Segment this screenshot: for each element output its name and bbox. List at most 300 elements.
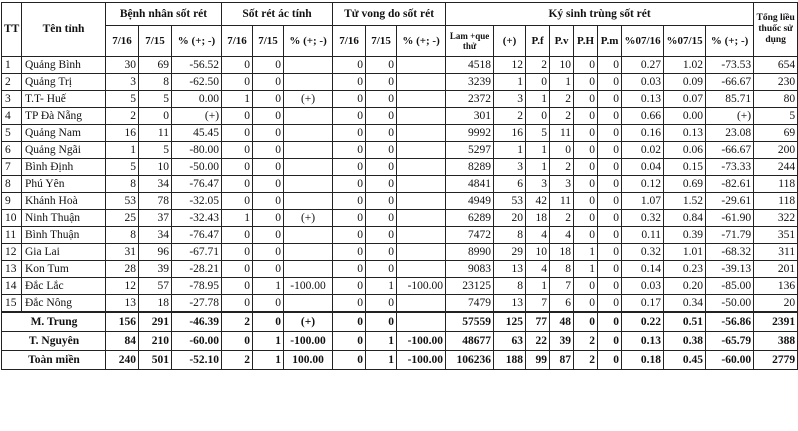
cell-tv716: 0	[333, 193, 366, 210]
cell-pv: 11	[550, 125, 574, 142]
cell-bn716: 30	[106, 57, 139, 74]
cell-ppct: -68.32	[706, 244, 754, 261]
cell-pv: 11	[550, 193, 574, 210]
province-name: Gia Lai	[22, 244, 106, 261]
cell-pos: 12	[494, 57, 526, 74]
cell-tv716: 0	[333, 210, 366, 227]
cell-pv: 6	[550, 295, 574, 313]
cell-ppct: -71.79	[706, 227, 754, 244]
header-tv-715: 7/15	[366, 26, 397, 57]
cell-bnpct: -50.00	[172, 159, 222, 176]
table-row	[2, 261, 798, 278]
cell-tv715: 0	[366, 261, 397, 278]
cell-tvpct	[397, 142, 446, 159]
cell-bn716: 5	[106, 159, 139, 176]
cell-sr716: 0	[222, 108, 253, 125]
cell-tv716: 0	[333, 351, 366, 370]
cell-tv715: 0	[366, 176, 397, 193]
cell-tvpct	[397, 210, 446, 227]
cell-srpct	[284, 142, 333, 159]
cell-bn715: 18	[139, 295, 172, 313]
header-severe: Sốt rét ác tính	[222, 3, 333, 26]
cell-ph: 0	[574, 142, 598, 159]
header-province: Tên tỉnh	[22, 3, 106, 57]
cell-pf: 1	[526, 278, 550, 295]
cell-drug: 2391	[754, 312, 798, 332]
province-name: TP Đà Nẵng	[22, 108, 106, 125]
header-pct-0716: %07/16	[622, 26, 664, 57]
cell-bn715: 57	[139, 278, 172, 295]
cell-ppct: -85.00	[706, 278, 754, 295]
cell-tv716: 0	[333, 142, 366, 159]
cell-ppct: -73.53	[706, 57, 754, 74]
cell-pm: 0	[598, 74, 622, 91]
cell-tv715: 1	[366, 332, 397, 351]
cell-srpct	[284, 193, 333, 210]
cell-pf: 5	[526, 125, 550, 142]
cell-tv716: 0	[333, 278, 366, 295]
cell-pm: 0	[598, 278, 622, 295]
cell-tv716: 0	[333, 57, 366, 74]
cell-lam: 8289	[446, 159, 494, 176]
cell-p715: 0.23	[664, 261, 706, 278]
cell-drug: 322	[754, 210, 798, 227]
cell-srpct	[284, 295, 333, 313]
cell-tvpct: -100.00	[397, 278, 446, 295]
cell-p715: 1.52	[664, 193, 706, 210]
header-drug-usage: Tổng liều thuốc sử dụng	[754, 3, 798, 57]
row-number: 13	[2, 261, 22, 278]
header-bn-pct: % (+; -)	[172, 26, 222, 57]
cell-tvpct	[397, 91, 446, 108]
cell-bnpct: -27.78	[172, 295, 222, 313]
cell-bn716: 28	[106, 261, 139, 278]
table-row	[2, 278, 798, 295]
cell-sr716: 2	[222, 351, 253, 370]
cell-sr715: 0	[253, 244, 284, 261]
cell-srpct	[284, 159, 333, 176]
cell-pm: 0	[598, 159, 622, 176]
cell-lam: 4518	[446, 57, 494, 74]
cell-bn716: 8	[106, 227, 139, 244]
header-tv-pct: % (+; -)	[397, 26, 446, 57]
province-name: Quảng Ngãi	[22, 142, 106, 159]
cell-tv715: 0	[366, 244, 397, 261]
header-pv: P.v	[550, 26, 574, 57]
cell-lam: 8990	[446, 244, 494, 261]
cell-p716: 0.16	[622, 125, 664, 142]
cell-sr716: 0	[222, 176, 253, 193]
cell-sr715: 0	[253, 261, 284, 278]
cell-sr716: 0	[222, 227, 253, 244]
cell-p716: 0.11	[622, 227, 664, 244]
cell-bn715: 5	[139, 142, 172, 159]
cell-ph: 0	[574, 193, 598, 210]
cell-bnpct: -46.39	[172, 312, 222, 332]
cell-bn716: 53	[106, 193, 139, 210]
cell-p715: 0.15	[664, 159, 706, 176]
total-row	[2, 332, 798, 351]
cell-p716: 0.22	[622, 312, 664, 332]
cell-ppct: -39.13	[706, 261, 754, 278]
cell-tv715: 0	[366, 193, 397, 210]
row-number: 14	[2, 278, 22, 295]
cell-bn716: 2	[106, 108, 139, 125]
cell-pv: 39	[550, 332, 574, 351]
cell-sr716: 0	[222, 244, 253, 261]
cell-sr715: 1	[253, 332, 284, 351]
cell-pf: 99	[526, 351, 550, 370]
cell-tv716: 0	[333, 332, 366, 351]
cell-pos: 13	[494, 295, 526, 313]
table-row	[2, 108, 798, 125]
header-tv-716: 7/16	[333, 26, 366, 57]
cell-sr715: 0	[253, 159, 284, 176]
cell-bn716: 1	[106, 142, 139, 159]
province-name: Ninh Thuận	[22, 210, 106, 227]
row-number: 8	[2, 176, 22, 193]
cell-ppct: -66.67	[706, 142, 754, 159]
cell-tv716: 0	[333, 227, 366, 244]
cell-p715: 0.34	[664, 295, 706, 313]
cell-pf: 1	[526, 91, 550, 108]
cell-tv715: 0	[366, 57, 397, 74]
cell-bn716: 25	[106, 210, 139, 227]
cell-drug: 118	[754, 176, 798, 193]
cell-tvpct	[397, 193, 446, 210]
cell-sr715: 0	[253, 227, 284, 244]
cell-sr716: 0	[222, 57, 253, 74]
cell-tvpct	[397, 159, 446, 176]
header-pm: P.m	[598, 26, 622, 57]
cell-tvpct	[397, 74, 446, 91]
cell-sr715: 0	[253, 57, 284, 74]
cell-drug: 118	[754, 193, 798, 210]
cell-bn715: 210	[139, 332, 172, 351]
cell-p715: 0.07	[664, 91, 706, 108]
header-ph: P.H	[574, 26, 598, 57]
cell-srpct	[284, 261, 333, 278]
cell-tvpct	[397, 227, 446, 244]
cell-pm: 0	[598, 210, 622, 227]
cell-p715: 0.00	[664, 108, 706, 125]
cell-srpct: 100.00	[284, 351, 333, 370]
cell-sr715: 0	[253, 312, 284, 332]
cell-lam: 4949	[446, 193, 494, 210]
cell-pf: 18	[526, 210, 550, 227]
cell-p716: 0.03	[622, 74, 664, 91]
row-number: 4	[2, 108, 22, 125]
cell-sr715: 1	[253, 351, 284, 370]
table-row	[2, 295, 798, 313]
province-name: Quảng Nam	[22, 125, 106, 142]
cell-bnpct: -78.95	[172, 278, 222, 295]
cell-ph: 0	[574, 108, 598, 125]
table-row	[2, 125, 798, 142]
cell-pv: 2	[550, 91, 574, 108]
cell-bn716: 3	[106, 74, 139, 91]
cell-pf: 4	[526, 227, 550, 244]
province-name: T.T- Huế	[22, 91, 106, 108]
cell-bn715: 5	[139, 91, 172, 108]
cell-pv: 1	[550, 74, 574, 91]
header-pf: P.f	[526, 26, 550, 57]
cell-bn716: 5	[106, 91, 139, 108]
cell-pm: 0	[598, 108, 622, 125]
cell-pos: 1	[494, 142, 526, 159]
cell-p716: 0.13	[622, 91, 664, 108]
cell-pv: 87	[550, 351, 574, 370]
cell-drug: 200	[754, 142, 798, 159]
row-number: 15	[2, 295, 22, 313]
cell-p715: 0.69	[664, 176, 706, 193]
cell-drug: 244	[754, 159, 798, 176]
cell-tv715: 0	[366, 159, 397, 176]
cell-tv715: 0	[366, 227, 397, 244]
cell-sr716: 0	[222, 278, 253, 295]
cell-drug: 311	[754, 244, 798, 261]
cell-bnpct: -32.43	[172, 210, 222, 227]
province-name: Đắc Nông	[22, 295, 106, 313]
cell-ppct: -65.79	[706, 332, 754, 351]
cell-pm: 0	[598, 227, 622, 244]
cell-tv716: 0	[333, 91, 366, 108]
cell-pos: 3	[494, 159, 526, 176]
cell-pm: 0	[598, 142, 622, 159]
cell-sr715: 0	[253, 176, 284, 193]
province-name: Bình Thuận	[22, 227, 106, 244]
cell-ph: 0	[574, 295, 598, 313]
cell-bn716: 240	[106, 351, 139, 370]
cell-p716: 0.27	[622, 57, 664, 74]
cell-drug: 80	[754, 91, 798, 108]
cell-srpct	[284, 74, 333, 91]
row-number: 10	[2, 210, 22, 227]
cell-p715: 0.09	[664, 74, 706, 91]
cell-sr716: 0	[222, 74, 253, 91]
cell-lam: 4841	[446, 176, 494, 193]
cell-ppct: -61.90	[706, 210, 754, 227]
row-number: 7	[2, 159, 22, 176]
cell-ppct: -56.86	[706, 312, 754, 332]
cell-ppct: 23.08	[706, 125, 754, 142]
cell-tv716: 0	[333, 261, 366, 278]
cell-bnpct: -67.71	[172, 244, 222, 261]
cell-pv: 48	[550, 312, 574, 332]
cell-tv715: 0	[366, 312, 397, 332]
cell-bn716: 31	[106, 244, 139, 261]
table-row	[2, 57, 798, 74]
cell-lam: 48677	[446, 332, 494, 351]
cell-drug: 136	[754, 278, 798, 295]
province-name: Quảng Trị	[22, 74, 106, 91]
cell-ppct: (+)	[706, 108, 754, 125]
cell-sr715: 0	[253, 91, 284, 108]
cell-bn715: 34	[139, 176, 172, 193]
cell-pf: 77	[526, 312, 550, 332]
row-number: 5	[2, 125, 22, 142]
cell-tvpct	[397, 312, 446, 332]
header-ksts-pct: % (+; -)	[706, 26, 754, 57]
cell-ph: 0	[574, 125, 598, 142]
cell-sr716: 0	[222, 193, 253, 210]
cell-bnpct: 0.00	[172, 91, 222, 108]
cell-pos: 63	[494, 332, 526, 351]
cell-drug: 5	[754, 108, 798, 125]
row-number: 11	[2, 227, 22, 244]
cell-ph: 0	[574, 227, 598, 244]
cell-ppct: -73.33	[706, 159, 754, 176]
cell-ppct: -60.00	[706, 351, 754, 370]
malaria-statistics-table	[1, 2, 798, 370]
cell-tv716: 0	[333, 244, 366, 261]
cell-bn716: 156	[106, 312, 139, 332]
province-name: Đắc Lắc	[22, 278, 106, 295]
cell-bn715: 11	[139, 125, 172, 142]
cell-pos: 13	[494, 261, 526, 278]
cell-tvpct	[397, 176, 446, 193]
cell-ph: 1	[574, 244, 598, 261]
cell-bnpct: (+)	[172, 108, 222, 125]
cell-bn715: 69	[139, 57, 172, 74]
cell-srpct	[284, 176, 333, 193]
cell-pv: 10	[550, 57, 574, 74]
cell-ppct: -29.61	[706, 193, 754, 210]
total-row	[2, 351, 798, 370]
cell-drug: 69	[754, 125, 798, 142]
cell-drug: 388	[754, 332, 798, 351]
cell-drug: 230	[754, 74, 798, 91]
cell-pf: 0	[526, 108, 550, 125]
cell-p716: 0.12	[622, 176, 664, 193]
header-pct-0715: %07/15	[664, 26, 706, 57]
table-row	[2, 91, 798, 108]
table-row	[2, 176, 798, 193]
cell-ppct: -82.61	[706, 176, 754, 193]
cell-pm: 0	[598, 351, 622, 370]
cell-lam: 57559	[446, 312, 494, 332]
cell-tv716: 0	[333, 125, 366, 142]
cell-pv: 4	[550, 227, 574, 244]
cell-tv715: 0	[366, 210, 397, 227]
cell-pm: 0	[598, 91, 622, 108]
header-lam: Lam +que thử	[446, 26, 494, 57]
header-patients: Bệnh nhân sốt rét	[106, 3, 222, 26]
cell-bnpct: 45.45	[172, 125, 222, 142]
cell-srpct	[284, 244, 333, 261]
cell-bnpct: -52.10	[172, 351, 222, 370]
cell-p715: 0.45	[664, 351, 706, 370]
cell-bnpct: -60.00	[172, 332, 222, 351]
cell-pv: 0	[550, 142, 574, 159]
cell-tvpct	[397, 295, 446, 313]
cell-lam: 106236	[446, 351, 494, 370]
cell-tvpct: -100.00	[397, 351, 446, 370]
cell-lam: 7479	[446, 295, 494, 313]
cell-bn715: 39	[139, 261, 172, 278]
cell-pos: 16	[494, 125, 526, 142]
cell-pf: 3	[526, 176, 550, 193]
cell-pv: 18	[550, 244, 574, 261]
cell-tv715: 0	[366, 91, 397, 108]
row-number: 3	[2, 91, 22, 108]
province-name: Khánh Hoà	[22, 193, 106, 210]
cell-p716: 0.14	[622, 261, 664, 278]
cell-bn715: 0	[139, 108, 172, 125]
cell-tv716: 0	[333, 295, 366, 313]
cell-pos: 3	[494, 91, 526, 108]
header-tt: TT	[2, 3, 22, 57]
cell-sr715: 0	[253, 210, 284, 227]
cell-sr716: 1	[222, 91, 253, 108]
cell-pos: 6	[494, 176, 526, 193]
cell-tv715: 0	[366, 295, 397, 313]
cell-lam: 5297	[446, 142, 494, 159]
cell-tvpct	[397, 57, 446, 74]
header-row-groups	[2, 3, 798, 26]
cell-tv715: 0	[366, 142, 397, 159]
cell-pf: 7	[526, 295, 550, 313]
cell-pf: 2	[526, 57, 550, 74]
cell-pv: 8	[550, 261, 574, 278]
cell-p716: 0.18	[622, 351, 664, 370]
cell-p715: 0.13	[664, 125, 706, 142]
cell-lam: 23125	[446, 278, 494, 295]
cell-srpct	[284, 227, 333, 244]
cell-drug: 201	[754, 261, 798, 278]
cell-bn715: 78	[139, 193, 172, 210]
header-bn-715: 7/15	[139, 26, 172, 57]
cell-pf: 22	[526, 332, 550, 351]
cell-p716: 0.13	[622, 332, 664, 351]
cell-tvpct	[397, 108, 446, 125]
cell-sr715: 0	[253, 108, 284, 125]
header-positive: (+)	[494, 26, 526, 57]
header-sr-716: 7/16	[222, 26, 253, 57]
cell-srpct	[284, 57, 333, 74]
cell-pf: 1	[526, 142, 550, 159]
cell-srpct	[284, 125, 333, 142]
cell-p716: 0.04	[622, 159, 664, 176]
cell-sr715: 0	[253, 295, 284, 313]
cell-ph: 0	[574, 74, 598, 91]
cell-lam: 301	[446, 108, 494, 125]
cell-bn715: 501	[139, 351, 172, 370]
cell-lam: 9083	[446, 261, 494, 278]
cell-sr715: 0	[253, 193, 284, 210]
cell-drug: 20	[754, 295, 798, 313]
cell-bn715: 291	[139, 312, 172, 332]
cell-ph: 2	[574, 332, 598, 351]
total-label: Toàn miền	[2, 351, 106, 370]
cell-pm: 0	[598, 244, 622, 261]
row-number: 6	[2, 142, 22, 159]
cell-sr716: 0	[222, 125, 253, 142]
cell-lam: 9992	[446, 125, 494, 142]
cell-drug: 351	[754, 227, 798, 244]
cell-bnpct: -28.21	[172, 261, 222, 278]
row-number: 2	[2, 74, 22, 91]
cell-lam: 7472	[446, 227, 494, 244]
row-number: 1	[2, 57, 22, 74]
cell-ph: 1	[574, 261, 598, 278]
cell-ppct: -66.67	[706, 74, 754, 91]
cell-bn716: 12	[106, 278, 139, 295]
cell-sr716: 0	[222, 332, 253, 351]
cell-bn716: 84	[106, 332, 139, 351]
cell-tv715: 0	[366, 74, 397, 91]
cell-srpct: -100.00	[284, 278, 333, 295]
